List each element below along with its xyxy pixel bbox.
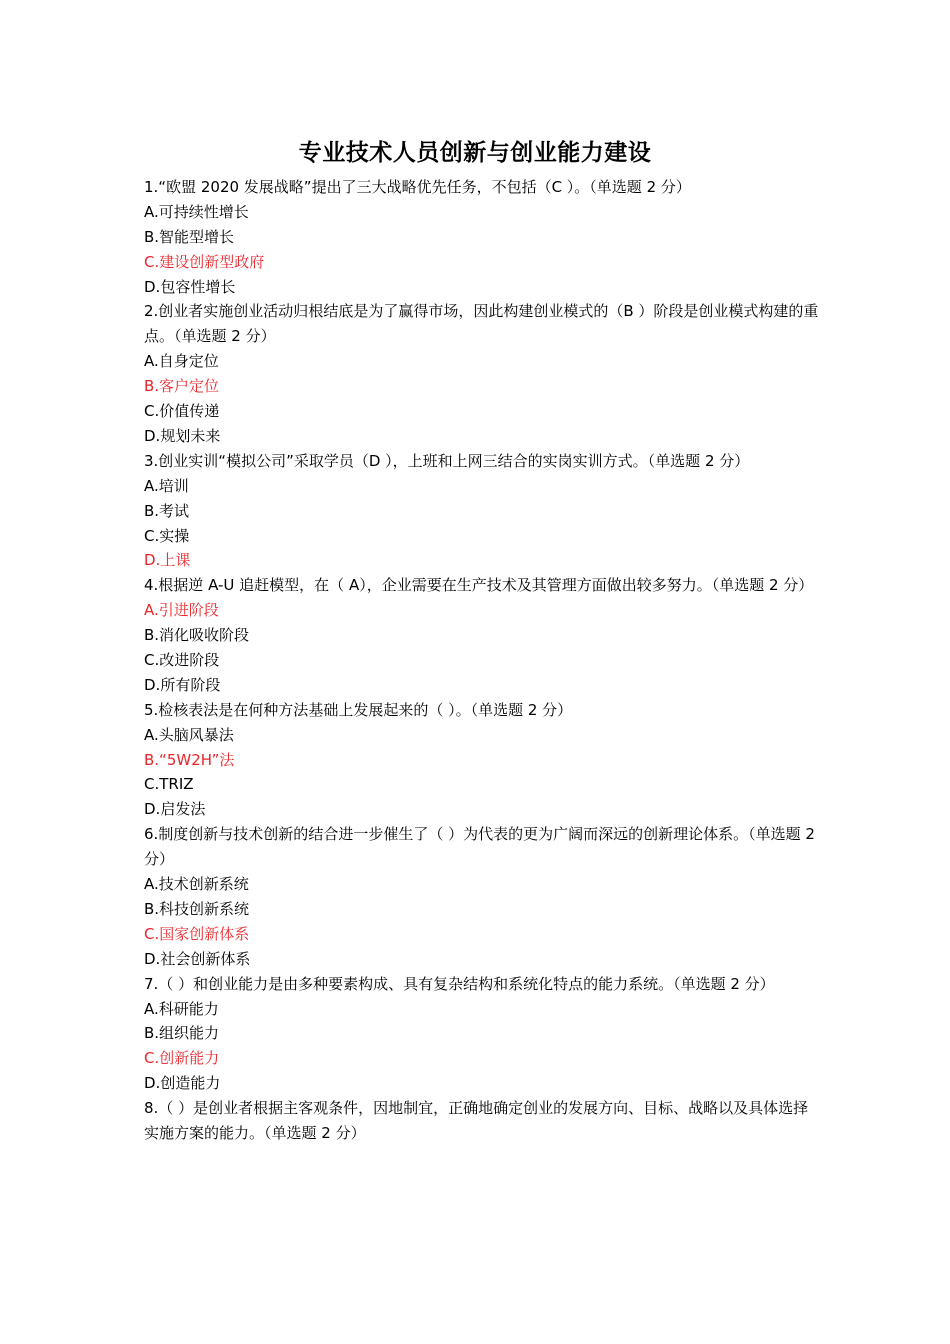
option-a: A.培训 xyxy=(144,476,189,495)
option-b: B.消化吸收阶段 xyxy=(144,626,250,645)
option-d: D.创造能力 xyxy=(144,1074,221,1093)
option-b: B.组织能力 xyxy=(144,1024,220,1043)
option-d: D.所有阶段 xyxy=(144,675,221,694)
question-item xyxy=(144,972,820,1096)
question-list xyxy=(144,175,820,1146)
option-b: B.科技创新系统 xyxy=(144,899,250,918)
question-text: 3.创业实训“模拟公司”采取学员（D ），上班和上网三结合的实岗实训方式。（单选题 2 分） xyxy=(144,451,750,470)
question-item xyxy=(144,449,820,573)
question-text: 1.“欧盟 2020 发展战略”提出了三大战略优先任务，不包括（C ）。（单选题 2 分） xyxy=(144,178,691,196)
option-a-correct: A.引进阶段 xyxy=(144,601,219,620)
question-text: 5.检核表法是在何种方法基础上发展起来的（ ）。（单选题 2 分） xyxy=(144,700,573,719)
option-c: C.价值传递 xyxy=(144,402,220,421)
option-d: D.规划未来 xyxy=(144,426,221,445)
document-title: 专业技术人员创新与创业能力建设 xyxy=(298,140,652,166)
option-c: C.TRIZ xyxy=(144,775,194,794)
option-c-correct: C.建设创新型政府 xyxy=(144,252,265,271)
option-a: A.可持续性增长 xyxy=(144,202,249,221)
option-d: D.社会创新体系 xyxy=(144,949,251,968)
question-item xyxy=(144,175,820,299)
option-b-correct: B.“5W2H”法 xyxy=(144,750,235,769)
question-item xyxy=(144,299,820,448)
option-a: A.技术创新系统 xyxy=(144,875,249,894)
option-b: B.智能型增长 xyxy=(144,227,235,246)
question-text: 6.制度创新与技术创新的结合进一步催生了（ ）为代表的更为广阔而深远的创新理论体系。（单选题 2 分） xyxy=(144,825,815,869)
option-a: A.头脑风暴法 xyxy=(144,725,234,744)
question-item xyxy=(144,822,820,971)
question-item xyxy=(144,573,820,697)
option-a: A.科研能力 xyxy=(144,999,219,1018)
option-c: C.实操 xyxy=(144,526,190,545)
option-a: A.自身定位 xyxy=(144,352,219,371)
option-b: B.考试 xyxy=(144,501,190,520)
question-item xyxy=(144,1096,820,1146)
question-text: 2.创业者实施创业活动归根结底是为了赢得市场，因此构建创业模式的（B ）阶段是创业模式构建的重点。（单选题 2 分） xyxy=(144,302,819,346)
question-item xyxy=(144,698,820,822)
option-d-correct: D.上课 xyxy=(144,551,191,570)
option-c: C.改进阶段 xyxy=(144,651,220,669)
option-c-correct: C.国家创新体系 xyxy=(144,924,250,943)
option-c-correct: C.创新能力 xyxy=(144,1049,220,1068)
option-b-correct: B.客户定位 xyxy=(144,377,220,396)
option-d: D.启发法 xyxy=(144,800,206,819)
question-text: 4.根据逆 A-U 追赶模型，在（ A），企业需要在生产技术及其管理方面做出较多努力。（单选题 2 分） xyxy=(144,576,814,595)
question-text: 7.（ ）和创业能力是由多种要素构成、具有复杂结构和系统化特点的能力系统。（单选题 2 分） xyxy=(144,974,775,993)
question-text: 8.（ ）是创业者根据主客观条件，因地制宜，正确地确定创业的发展方向、目标、战略以及具体选择实施方案的能力。（单选题 2 分） xyxy=(144,1099,809,1142)
option-d: D.包容性增长 xyxy=(144,277,236,296)
